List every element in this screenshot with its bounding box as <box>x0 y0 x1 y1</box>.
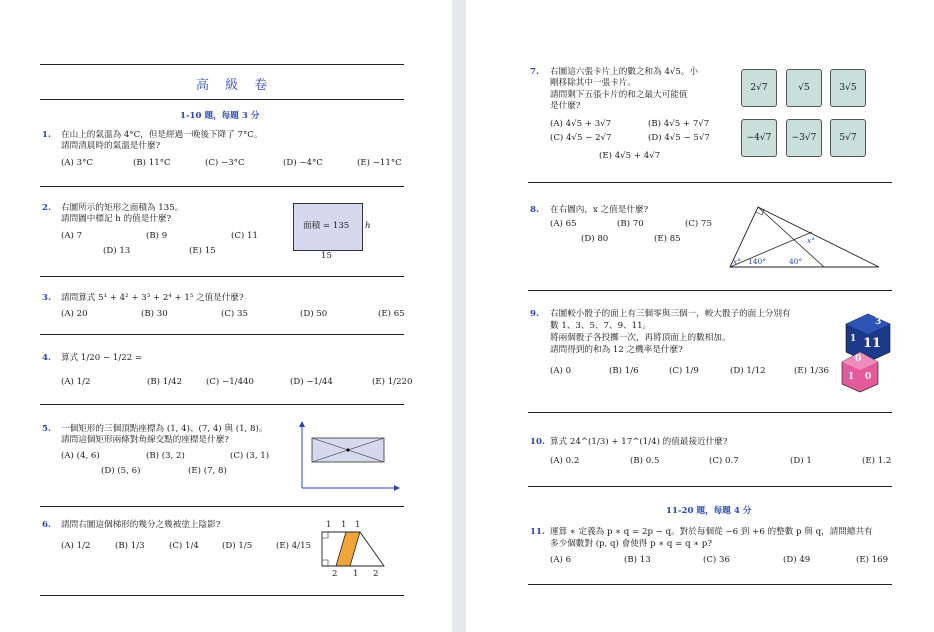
question-number: 3. <box>42 293 51 303</box>
option-e[interactable]: (E) 1.2 <box>862 456 892 466</box>
option-a[interactable]: (A) 7 <box>61 231 83 241</box>
question-number: 2. <box>42 203 51 213</box>
die-face: 0 <box>865 372 872 382</box>
option-d[interactable]: (D) −4°C <box>283 158 323 168</box>
question-number: 4. <box>42 353 51 363</box>
option-d[interactable]: (D) 49 <box>783 555 811 565</box>
option-c[interactable]: (C) 75 <box>685 219 712 229</box>
divider <box>528 290 892 291</box>
option-a[interactable]: (A) 0.2 <box>550 456 580 466</box>
right-page <box>466 0 934 632</box>
question-number: 10. <box>530 437 545 447</box>
question-text: 將兩個骰子各投擲一次，再將頂面上的數相加。 <box>550 333 731 343</box>
question-number: 5. <box>42 424 51 434</box>
bottom-label: 2 <box>332 569 338 579</box>
angle-label: x° <box>807 236 815 245</box>
divider <box>528 182 892 183</box>
angle-label: x° <box>733 257 741 266</box>
option-b[interactable]: (B) 70 <box>617 219 644 229</box>
question-text: 數 1、3、5、7、9、11。 <box>550 321 652 331</box>
option-d[interactable]: (D) (5, 6) <box>101 466 141 476</box>
option-c[interactable]: (C) 11 <box>231 231 258 241</box>
question-text: 請問得到的和為 12 之機率是什麼? <box>550 345 683 355</box>
option-d[interactable]: (D) 13 <box>103 246 131 256</box>
option-e[interactable]: (E) −11°C <box>357 158 402 168</box>
question-text: 請問右圖這個梯形的幾分之幾被塗上陰影? <box>61 520 221 530</box>
option-d[interactable]: (D) 80 <box>581 234 609 244</box>
option-c[interactable]: (C) 1/4 <box>169 541 199 551</box>
die-face: 1 <box>850 334 857 344</box>
question-text: 請問這個矩形兩條對角線交點的座標是什麼? <box>61 435 229 445</box>
divider <box>528 584 892 585</box>
card: −4√7 <box>741 119 777 157</box>
option-e[interactable]: (E) 4√5 + 4√7 <box>599 151 661 161</box>
option-e[interactable]: (E) 1/36 <box>794 366 830 376</box>
option-b[interactable]: (B) (3, 2) <box>146 451 185 461</box>
card: 5√7 <box>830 119 866 157</box>
area-label: 面積 = 135 <box>303 221 350 231</box>
question-text: 右圖這六張卡片上的數之和為 4√5。小 <box>550 67 699 77</box>
question-text: 請問剩下五張卡片的和之最大可能值 <box>550 90 688 100</box>
divider <box>40 595 404 596</box>
option-c[interactable]: (C) 36 <box>703 555 730 565</box>
die-face: 1 <box>848 372 855 382</box>
option-c[interactable]: (C) −1/440 <box>206 377 254 387</box>
width-label: 15 <box>321 251 332 261</box>
question-text: 運算 ∗ 定義為 p ∗ q = 2p − q。對於每個從 −6 到 +6 的整數 p 與 q，請問總共有 <box>550 527 873 537</box>
section-heading: 1-10 題，每題 3 分 <box>180 111 260 121</box>
option-e[interactable]: (E) 15 <box>189 246 216 256</box>
question-text: 右圖較小骰子的面上有三個零與三個一，較大骰子的面上分別有 <box>550 309 791 319</box>
question-number: 1. <box>42 130 51 140</box>
paper-title: 高 級 卷 <box>196 78 274 93</box>
rectangle-figure <box>293 203 363 251</box>
option-e[interactable]: (E) 65 <box>378 309 405 319</box>
option-a[interactable]: (A) 0 <box>550 366 572 376</box>
option-b[interactable]: (B) 0.5 <box>630 456 660 466</box>
question-text: 請問清晨時的氣溫是什麼? <box>61 141 161 151</box>
die-face: 0 <box>855 354 862 364</box>
option-e[interactable]: (E) 169 <box>856 555 889 565</box>
coordinate-figure <box>296 420 400 492</box>
bottom-label: 2 <box>373 569 379 579</box>
top-label: 1 <box>341 520 347 530</box>
angle-label: 40° <box>789 257 803 266</box>
height-label: h <box>365 221 371 231</box>
option-c[interactable]: (C) 1/9 <box>669 366 699 376</box>
divider <box>40 334 404 335</box>
question-number: 9. <box>530 309 539 319</box>
option-b[interactable]: (B) 1/3 <box>115 541 145 551</box>
question-number: 7. <box>530 67 539 77</box>
option-b[interactable]: (B) 13 <box>624 555 651 565</box>
card: 3√5 <box>830 69 866 107</box>
divider <box>40 276 404 277</box>
die-face: 3 <box>875 317 882 327</box>
card: −3√7 <box>786 119 822 157</box>
option-e[interactable]: (E) 1/220 <box>372 377 413 387</box>
question-text: 剛移除其中一張卡片。 <box>550 78 636 88</box>
question-text: 算式 1/20 − 1/22 = <box>61 353 143 363</box>
option-e[interactable]: (E) 85 <box>654 234 681 244</box>
question-text: 多少個數對 (p, q) 會使得 p ∗ q = q ∗ p? <box>550 539 713 549</box>
question-text: 請問圖中標記 h 的值是什麼? <box>61 214 172 224</box>
question-text: 請問算式 5¹ + 4² + 3³ + 2⁴ + 1⁵ 之值是什麼? <box>61 293 244 303</box>
bottom-label: 1 <box>353 569 359 579</box>
card: 2√7 <box>741 69 777 107</box>
option-c[interactable]: (C) (3, 1) <box>230 451 270 461</box>
left-page <box>0 0 452 632</box>
divider <box>528 486 892 487</box>
angle-label: 140° <box>748 257 767 266</box>
card: √5 <box>786 69 822 107</box>
option-a[interactable]: (A) 1/2 <box>61 377 91 387</box>
die-face: 11 <box>863 336 882 351</box>
question-text: 在右圖內，x 之值是什麼? <box>550 205 649 215</box>
question-number: 6. <box>42 520 51 530</box>
divider <box>40 186 404 187</box>
option-d[interactable]: (D) 1/5 <box>222 541 253 551</box>
page-gutter <box>452 0 466 632</box>
divider <box>40 404 404 405</box>
question-text: 是什麼? <box>550 101 581 111</box>
option-e[interactable]: (E) 4/15 <box>276 541 312 551</box>
question-number: 8. <box>530 205 539 215</box>
option-c[interactable]: (C) 0.7 <box>709 456 739 466</box>
option-b[interactable]: (B) 1/6 <box>609 366 639 376</box>
option-d[interactable]: (D) 1 <box>790 456 812 466</box>
option-a[interactable]: (A) 20 <box>61 309 88 319</box>
option-b[interactable]: (B) 11°C <box>133 158 171 168</box>
top-label: 1 <box>326 520 332 530</box>
top-label: 1 <box>355 520 361 530</box>
option-d[interactable]: (D) −1/44 <box>290 377 333 387</box>
option-e[interactable]: (E) (7, 8) <box>188 466 227 476</box>
option-d[interactable]: (D) 4√5 − 5√7 <box>648 133 710 143</box>
option-b[interactable]: (B) 1/42 <box>147 377 183 387</box>
option-c[interactable]: (C) 4√5 − 2√7 <box>550 133 612 143</box>
option-a[interactable]: (A) (4, 6) <box>61 451 100 461</box>
question-text: 在山上的氣溫為 4°C，但是經過一晚後下降了 7°C。 <box>61 130 263 140</box>
option-d[interactable]: (D) 1/12 <box>730 366 766 376</box>
option-a[interactable]: (A) 65 <box>550 219 577 229</box>
option-a[interactable]: (A) 3°C <box>61 158 93 168</box>
option-a[interactable]: (A) 6 <box>550 555 572 565</box>
trapezoid-figure <box>318 530 390 570</box>
option-a[interactable]: (A) 1/2 <box>61 541 91 551</box>
option-b[interactable]: (B) 4√5 + 7√7 <box>648 119 710 129</box>
question-number: 11. <box>530 527 545 537</box>
question-text: 一個矩形的三個頂點座標為 (1, 4)、(7, 4) 與 (1, 8)。 <box>61 424 268 434</box>
section-heading: 11-20 題，每題 4 分 <box>666 506 752 516</box>
option-c[interactable]: (C) −3°C <box>205 158 245 168</box>
divider <box>40 506 404 507</box>
option-c[interactable]: (C) 35 <box>221 309 248 319</box>
divider <box>40 64 404 65</box>
option-d[interactable]: (D) 50 <box>300 309 328 319</box>
option-b[interactable]: (B) 30 <box>141 309 168 319</box>
option-b[interactable]: (B) 9 <box>146 231 168 241</box>
option-a[interactable]: (A) 4√5 + 3√7 <box>550 119 612 129</box>
question-text: 算式 24^(1/3) + 17^(1/4) 的值最接近什麼? <box>550 437 728 447</box>
divider <box>40 99 404 100</box>
question-text: 右圖所示的矩形之面積為 135。 <box>61 203 184 213</box>
divider <box>528 412 892 413</box>
